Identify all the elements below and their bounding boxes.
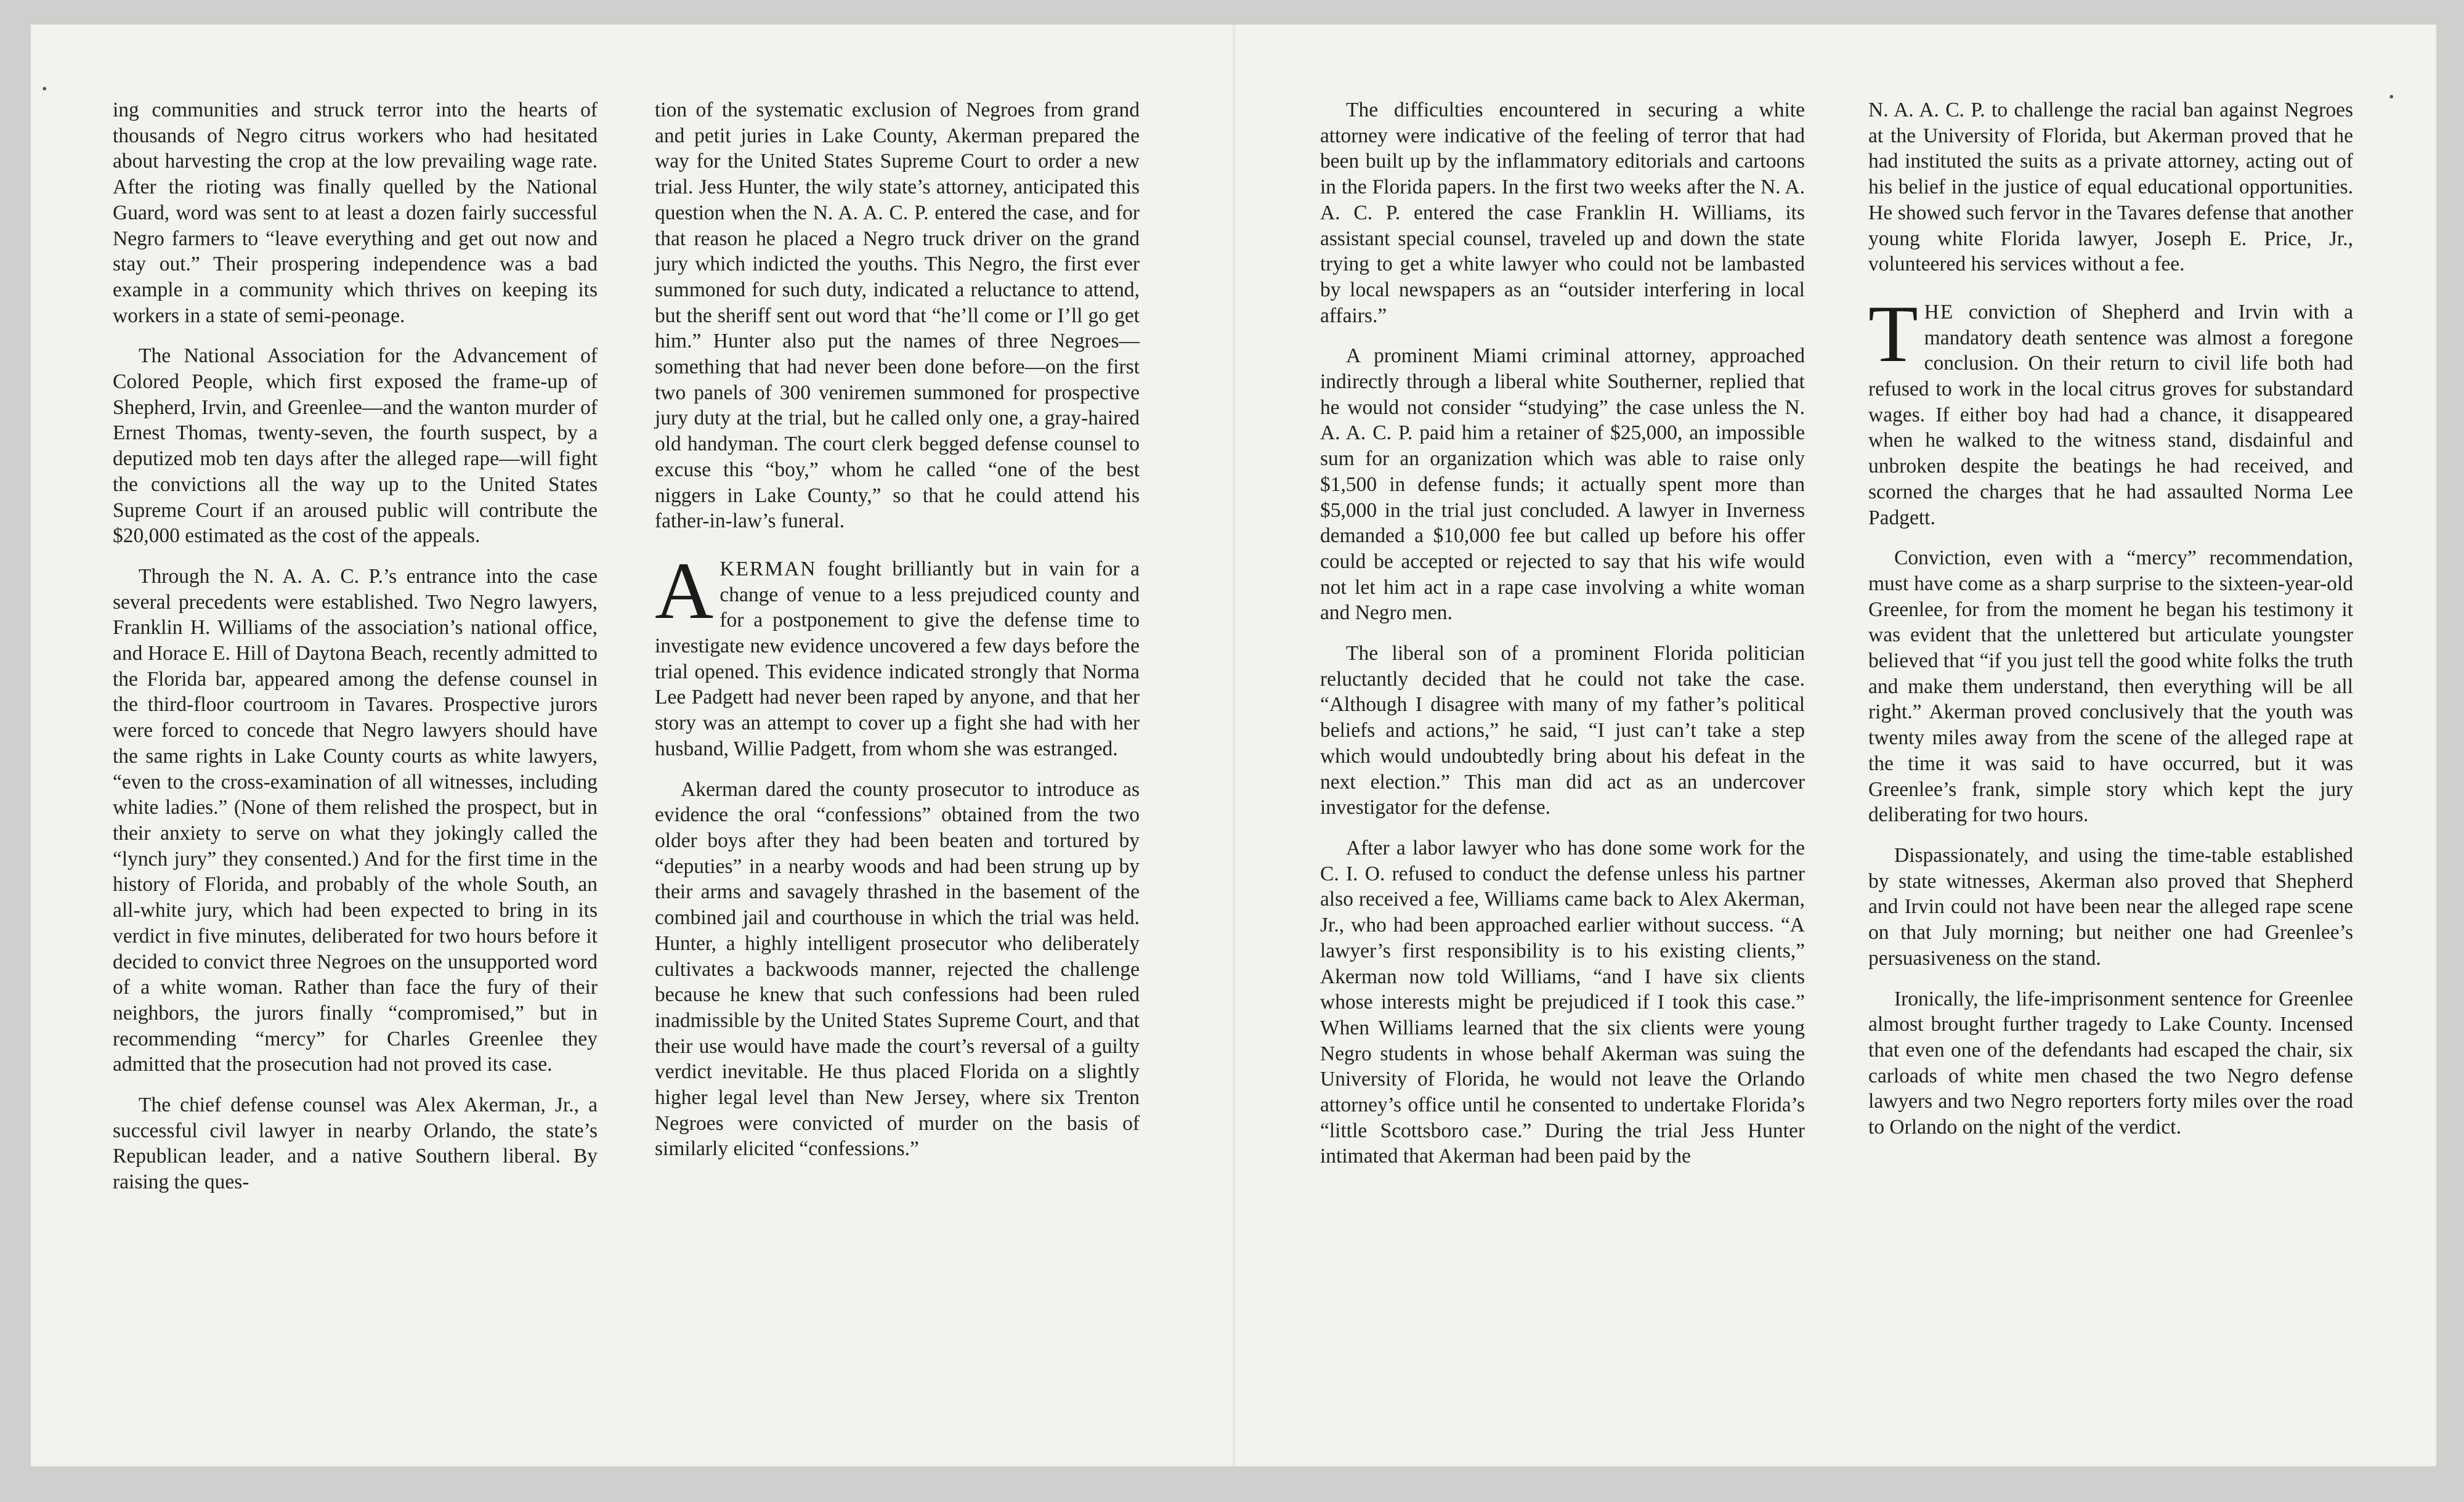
paragraph: The difficulties encountered in securing a white attorney were indicative of the feeling of terror that had been built up by the inflammatory editorials and cartoons in the Florida papers. In the first two weeks after the N. A. A. C. P. entered the case Franklin H. Williams, its assistant special counsel, traveled up and down the state trying to get a white lawyer who could not be lambasted by local newspapers as an “outsider interfering in local affairs.”: [1320, 99, 1805, 327]
lead-caps: KERMAN: [719, 557, 817, 580]
center-fold: [1232, 25, 1236, 1466]
column-2: [655, 97, 1140, 1177]
paragraph-text: fought brilliantly but in vain for a change of venue to a less prejudiced county and for a postponement to give the defense time to investigate new evidence uncovered a few days before the trial opened. This evidence indicated strongly that Norma Lee Padgett had never been raped by anyone, and that her story was an attempt to cover up a fight she had with her husband, Willie Padgett, from whom she was estranged.: [655, 557, 1140, 760]
paragraph: N. A. A. C. P. to challenge the racial ban against Negroes at the University of Florida, but Akerman proved that he had instituted the suits as a private attorney, acting out of his belief in the justice of equal educational opportunities. He showed such fervor in the Tavares defense that another young white Florida lawyer, Joseph E. Price, Jr., volunteered his services without a fee.: [1868, 99, 2353, 276]
column-3: [1320, 97, 1805, 1184]
drop-cap: A: [655, 545, 714, 636]
paragraph: tion of the systematic exclusion of Negroes from grand and petit juries in Lake County, Akerman prepared the way for the United States Supreme Court to order a new trial. Jess Hunter, the wily state’s attorney, anticipated this question when the N. A. A. C. P. entered the case, and for that reason he placed a Negro truck driver on the grand jury which indicted the youths. This Negro, the first ever summoned for such duty, indicated a reluctance to attend, but the sheriff sent out word that “he’ll come or I’ll go get him.” Hunter also put the names of three Negroes—something that had never been done before—on the first two panels of 300 veniremen summoned for prospective jury duty at the trial, but he called only one, a gray-haired old handyman. The court clerk begged defense counsel to excuse this “boy,” whom he called “one of the best niggers in Lake County,” so that he could attend his father-in-law’s funeral.: [655, 99, 1140, 533]
paragraph: The chief defense counsel was Alex Akerman, Jr., a successful civil lawyer in nearby Orlando, the state’s Republican leader, and a native Southern liberal. By raising the ques-: [113, 1094, 598, 1194]
paragraph: The liberal son of a prominent Florida politician reluctantly decided that he could not take the case. “Although I disagree with many of my father’s political beliefs and actions,” he said, “I just can’t take a step which would undoubtedly bring about his defeat in the next election.” This man did act as an undercover investigator for the defense.: [1320, 642, 1805, 819]
drop-cap-paragraph: [1868, 288, 2353, 530]
paragraph: The National Association for the Advancement of Colored People, which first exposed the frame-up of Shepherd, Irvin, and Greenlee—and the wanton murder of Ernest Thomas, twenty-seven, the fourth suspect, by a deputized mob ten days after the alleged rape—will fight the convictions all the way up to the United States Supreme Court if an aroused public will contribute the $20,000 estimated as the cost of the appeals.: [113, 344, 598, 548]
column-1: [113, 97, 598, 1210]
paragraph: Through the N. A. A. C. P.’s entrance into the case several precedents were established. Two Negro lawyers, Franklin H. Williams of the association’s national office, and Horace E. Hill of Daytona Beach, recently admitted to the Florida bar, appeared among the defense counsel in the third-floor courtroom in Tavares. Prospective jurors were forced to concede that Negro lawyers should have the same rights in Lake County courts as white lawyers, “even to the cross-examination of all witnesses, including white ladies.” (None of them relished the prospect, but in their anxiety to serve on what they jokingly called the “lynch jury” they consented.) And for the first time in the history of Florida, and probably of the whole South, an all-white jury, which had been expected to bring in its verdict in five minutes, deliberated for two hours before it decided to convict three Negroes on the unsupported word of a white woman. Rather than face the fury of their neighbors, the jurors finally “compromised,” but in recommending “mercy” for Charles Greenlee they admitted that the prosecution had not proved its case.: [113, 564, 598, 1076]
paragraph-text: conviction of Shepherd and Irvin with a mandatory death sentence was almost a foregone conclusion. On their return to civil life both had refused to work in the local citrus groves for substandard wages. If either boy had had a chance, it disappeared when he walked to the witness stand, disdainful and unbroken despite the beatings he had received, and scorned the charges that he had assaulted Norma Lee Padgett.: [1868, 300, 2353, 529]
lead-caps: HE: [1924, 300, 1955, 323]
paragraph: Akerman dared the county prosecutor to introduce as evidence the oral “confessions” obtained from the two older boys after they had been beaten and tortured by “deputies” in a nearby woods and had been strung up by their arms and savagely thrashed in the basement of the combined jail and courthouse in which the trial was held. Hunter, a highly intelligent prosecutor who deliberately cultivates a backwoods manner, rejected the challenge because he knew that such confessions had been ruled inadmissible by the United States Supreme Court, and that their use would have made the court’s reversal of a guilty verdict inevitable. He thus placed Florida on a slightly higher legal level than New Jersey, where six Trenton Negroes were convicted of murder on the basis of similarly elicited “confessions.”: [655, 777, 1140, 1161]
drop-cap-paragraph: [655, 545, 1140, 762]
paragraph: A prominent Miami criminal attorney, approached indirectly through a liberal white Southerner, replied that he would not consider “studying” the case unless the N. A. A. C. P. paid him a retainer of $25,000, an impossible sum for an organization which was able to raise only $1,500 in defense funds; it actually spent more than $5,000 in the trial just concluded. A lawyer in Inverness demanded a $10,000 fee but called up before his offer could be accepted or rejected to say that his wife would not let him act in a rape case involving a white woman and Negro men.: [1320, 344, 1805, 625]
drop-cap: T: [1868, 288, 1918, 379]
paragraph: Ironically, the life-imprisonment sentence for Greenlee almost brought further tragedy to Lake County. Incensed that even one of the defendants had escaped the chair, six carloads of white men chased the two Negro defense lawyers and two Negro reporters forty miles over the road to Orlando on the night of the verdict.: [1868, 987, 2353, 1139]
edge-mark: •: [42, 81, 47, 97]
paragraph: Conviction, even with a “mercy” recommendation, must have come as a sharp surprise to the sixteen-year-old Greenlee, for from the moment he began his testimony it was evident that the unlettered but articulate youngster believed that “if you just tell the good white folks the truth and make them understand, then everything will be all right.” Akerman proved conclusively that the youth was twenty miles away from the scene of the alleged rape at the time it was said to have occurred, but it was Greenlee’s frank, simple story which kept the jury deliberating for two hours.: [1868, 546, 2353, 827]
paragraph: ing communities and struck terror into the hearts of thousands of Negro citrus workers who had hesitated about harvesting the crop at the low prevailing wage rate. After the rioting was finally quelled by the National Guard, word was sent to at least a dozen fairly successful Negro farmers to “leave everything and get out now and stay out.” Their prospering independence was a bad example in a community which thrives on keeping its workers in a state of semi-peonage.: [113, 99, 598, 327]
paragraph: After a labor lawyer who has done some work for the C. I. O. refused to conduct the defense unless his partner also received a fee, Williams came back to Alex Akerman, Jr., who had been approached earlier without success. “A lawyer’s first responsibility is to his existing clients,” Akerman now told Williams, “and I have six clients whose interests might be prejudiced if I took this case.” When Williams learned that the six clients were young Negro students in whose behalf Akerman was suing the University of Florida, he would not leave the Orlando attorney’s office until he consented to undertake Florida’s “little Scottsboro case.” During the trial Jess Hunter intimated that Akerman had been paid by the: [1320, 836, 1805, 1168]
paragraph: Dispassionately, and using the time-table established by state witnesses, Akerman also proved that Shepherd and Irvin could not have been near the alleged rape scene on that July morning; but neither one had Greenlee’s persuasiveness on the stand.: [1868, 843, 2353, 970]
edge-mark: •: [2389, 89, 2394, 105]
column-4: [1868, 97, 2353, 1155]
